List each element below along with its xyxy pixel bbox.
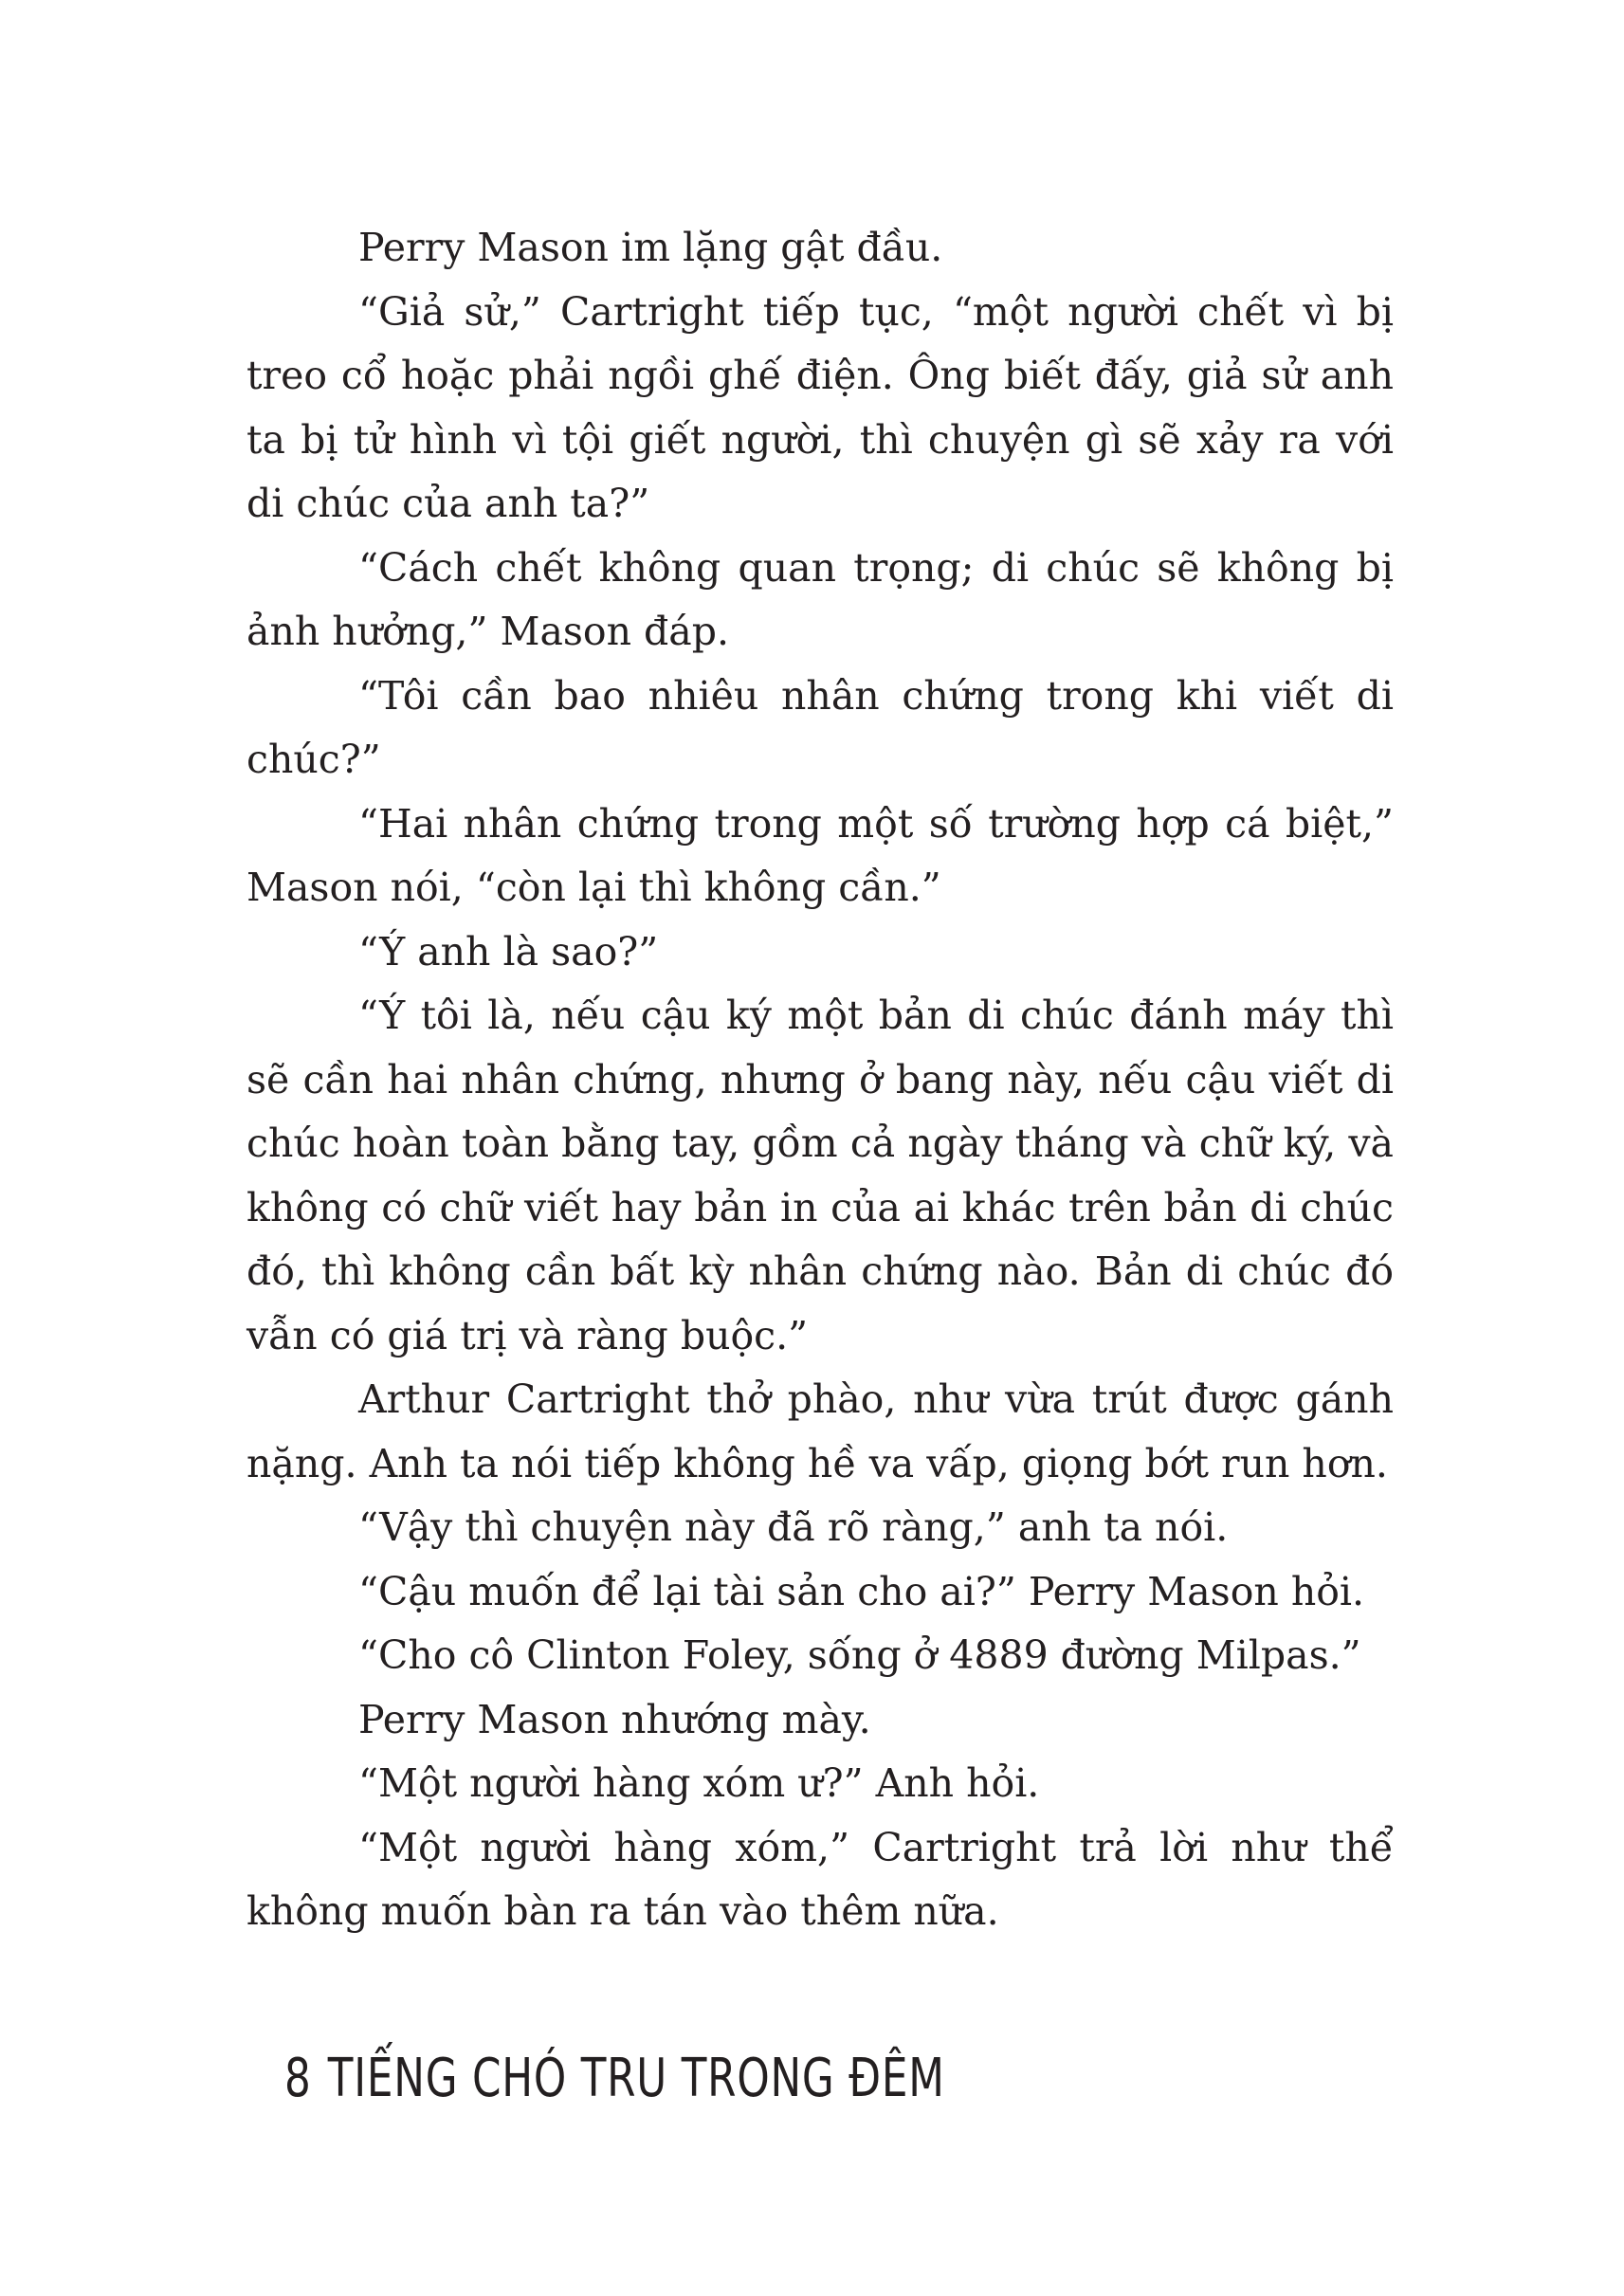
body-text: [246, 216, 1394, 1944]
paragraph: Arthur Cartright thở phào, như vừa trút được gánh nặng. Anh ta nói tiếp không hề va vấp, giọng bớt run hơn.: [246, 1376, 1394, 1486]
paragraph: Perry Mason im lặng gật đầu.: [358, 225, 943, 270]
paragraph: “Giả sử,” Cartright tiếp tục, “một người chết vì bị treo cổ hoặc phải ngồi ghế điện. Ông biết đấy, giả sử anh ta bị tử hình vì tội giết người, thì chuyện gì sẽ xảy ra với di chúc của anh ta?”: [246, 288, 1394, 526]
paragraph: “Một người hàng xóm ư?” Anh hỏi.: [358, 1760, 1040, 1806]
paragraph: “Cho cô Clinton Foley, sống ở 4889 đường Milpas.”: [358, 1632, 1361, 1678]
paragraph: “Ý anh là sao?”: [358, 928, 659, 975]
page-number: 8: [284, 2048, 312, 2109]
book-title: TIẾNG CHÓ TRU TRONG ĐÊM: [327, 2048, 945, 2109]
paragraph: “Hai nhân chứng trong một số trường hợp cá biệt,” Mason nói, “còn lại thì không cần.”: [246, 800, 1394, 910]
paragraph: “Ý tôi là, nếu cậu ký một bản di chúc đánh máy thì sẽ cần hai nhân chứng, nhưng ở bang này, nếu cậu viết di chúc hoàn toàn bằng tay, gồm cả ngày tháng và chữ ký, và không có chữ viết hay bản in của ai khác trên bản di chúc đó, thì không cần bất kỳ nhân chứng nào. Bản di chúc đó vẫn có giá trị và ràng buộc.”: [246, 993, 1394, 1358]
paragraph: “Tôi cần bao nhiêu nhân chứng trong khi viết di chúc?”: [246, 672, 1394, 782]
paragraph: “Vậy thì chuyện này đã rõ ràng,” anh ta nói.: [358, 1504, 1229, 1550]
paragraph: Perry Mason nhướng mày.: [358, 1696, 871, 1742]
paragraph: “Cách chết không quan trọng; di chúc sẽ không bị ảnh hưởng,” Mason đáp.: [246, 544, 1394, 654]
page-footer: [284, 2048, 945, 2109]
paragraph: “Một người hàng xóm,” Cartright trả lời như thể không muốn bàn ra tán vào thêm nữa.: [246, 1824, 1394, 1934]
paragraph: “Cậu muốn để lại tài sản cho ai?” Perry Mason hỏi.: [358, 1568, 1365, 1614]
